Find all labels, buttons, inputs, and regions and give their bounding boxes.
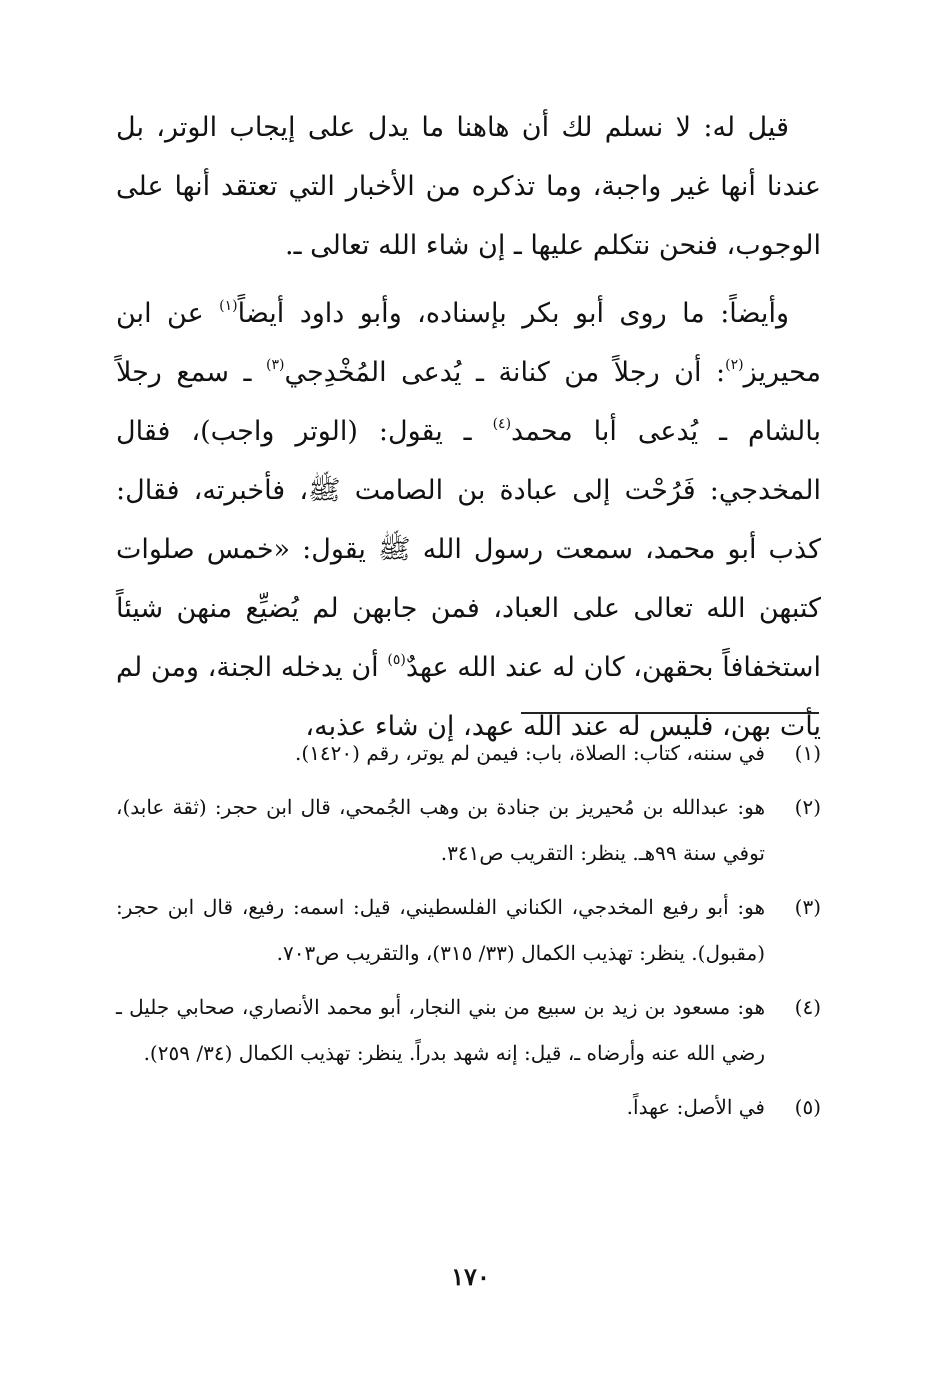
paragraph-1-text: قيل له: لا نسلم لك أن هاهنا ما يدل على إيجاب الوتر، بل عندنا أنها غير واجبة، وما تذكره من الأخبار التي تعتقد أنها على الوجوب، فنحن نتكلم عليها ـ إن شاء الله تعالى ـ. [116,112,821,261]
footnote-text: هو: مسعود بن زيد بن سبيع من بني النجار، أبو محمد الأنصاري، صحابي جليل ـ رضي الله عنه وأرضاه ـ، قيل: إنه شهد بدراً. ينظر: تهذيب الكمال (٣٤/ ٢٥٩). [116,995,765,1065]
footnote-text: هو: أبو رفيع المخدجي، الكناني الفلسطيني، قيل: اسمه: رفيع، قال ابن حجر: (مقبول). ينظر: تهذيب الكمال (٣٣/ ٣١٥)، والتقريب ص٧٠٣. [116,895,766,965]
footnote-ref-3[interactable]: (٣) [266,357,285,373]
footnote-separator [521,712,819,714]
paragraph-2-text-a: وأيضاً: ما روى أبو بكر بإسناده، وأبو داود أيضاً [237,298,789,329]
footnote-number: (٣) [794,895,821,919]
main-text [116,98,821,756]
footnote-2 [116,784,821,876]
footnote-number: (٤) [794,995,821,1019]
paragraph-2-text-d: ـ سمع رجلاً بالشام ـ يُدعى أبا محمد [116,357,821,447]
page-number: ١٧٠ [451,1262,490,1291]
paragraph-1 [116,98,821,275]
footnote-4 [116,984,821,1076]
footnote-ref-1[interactable]: (١) [219,298,238,314]
footnotes-section [116,730,821,1138]
paragraph-2 [116,284,821,756]
paragraph-2-text-c: : أن رجلاً من كنانة ـ يُدعى المُخْدِجي [284,357,726,388]
footnote-number: (٥) [794,1095,821,1119]
footnote-number: (٢) [794,795,821,819]
footnote-text: في الأصل: عهداً. [626,1095,765,1119]
footnote-ref-2[interactable]: (٢) [725,357,744,373]
paragraph-2-text-f: أن يدخله الجنة، ومن لم يأت بهن، فليس له عند الله عهد، إن شاء عذبه، [116,652,821,742]
paragraph-2-text-b: عن ابن محيريز [116,298,821,388]
footnote-text: في سننه، كتاب: الصلاة، باب: فيمن لم يوتر، رقم (١٤٢٠). [295,741,765,765]
footnote-text: هو: عبدالله بن مُحيريز بن جنادة بن وهب الجُمحي، قال ابن حجر: (ثقة عابد)، توفي سنة ٩٩هـ. ينظر: التقريب ص٣٤١. [116,795,765,865]
paragraph-2-text-e: ـ يقول: (الوتر واجب)، فقال المخدجي: فَرُحْت إلى عبادة بن الصامت ﷺ، فأخبرته، فقال: كذب أبو محمد، سمعت رسول الله ﷺ يقول: «خمس صلوات كتبهن الله تعالى على العباد، فمن جابهن لم يُضيِّع منهن شيئاً استخفافاً بحقهن، كان له عند الله عهدٌ [116,416,821,683]
footnote-1 [116,730,821,776]
footnote-5 [116,1084,821,1130]
footnote-ref-5[interactable]: (٥) [387,652,406,668]
footnote-3 [116,884,821,976]
footnote-ref-4[interactable]: (٤) [492,416,512,432]
footnote-number: (١) [794,741,821,765]
